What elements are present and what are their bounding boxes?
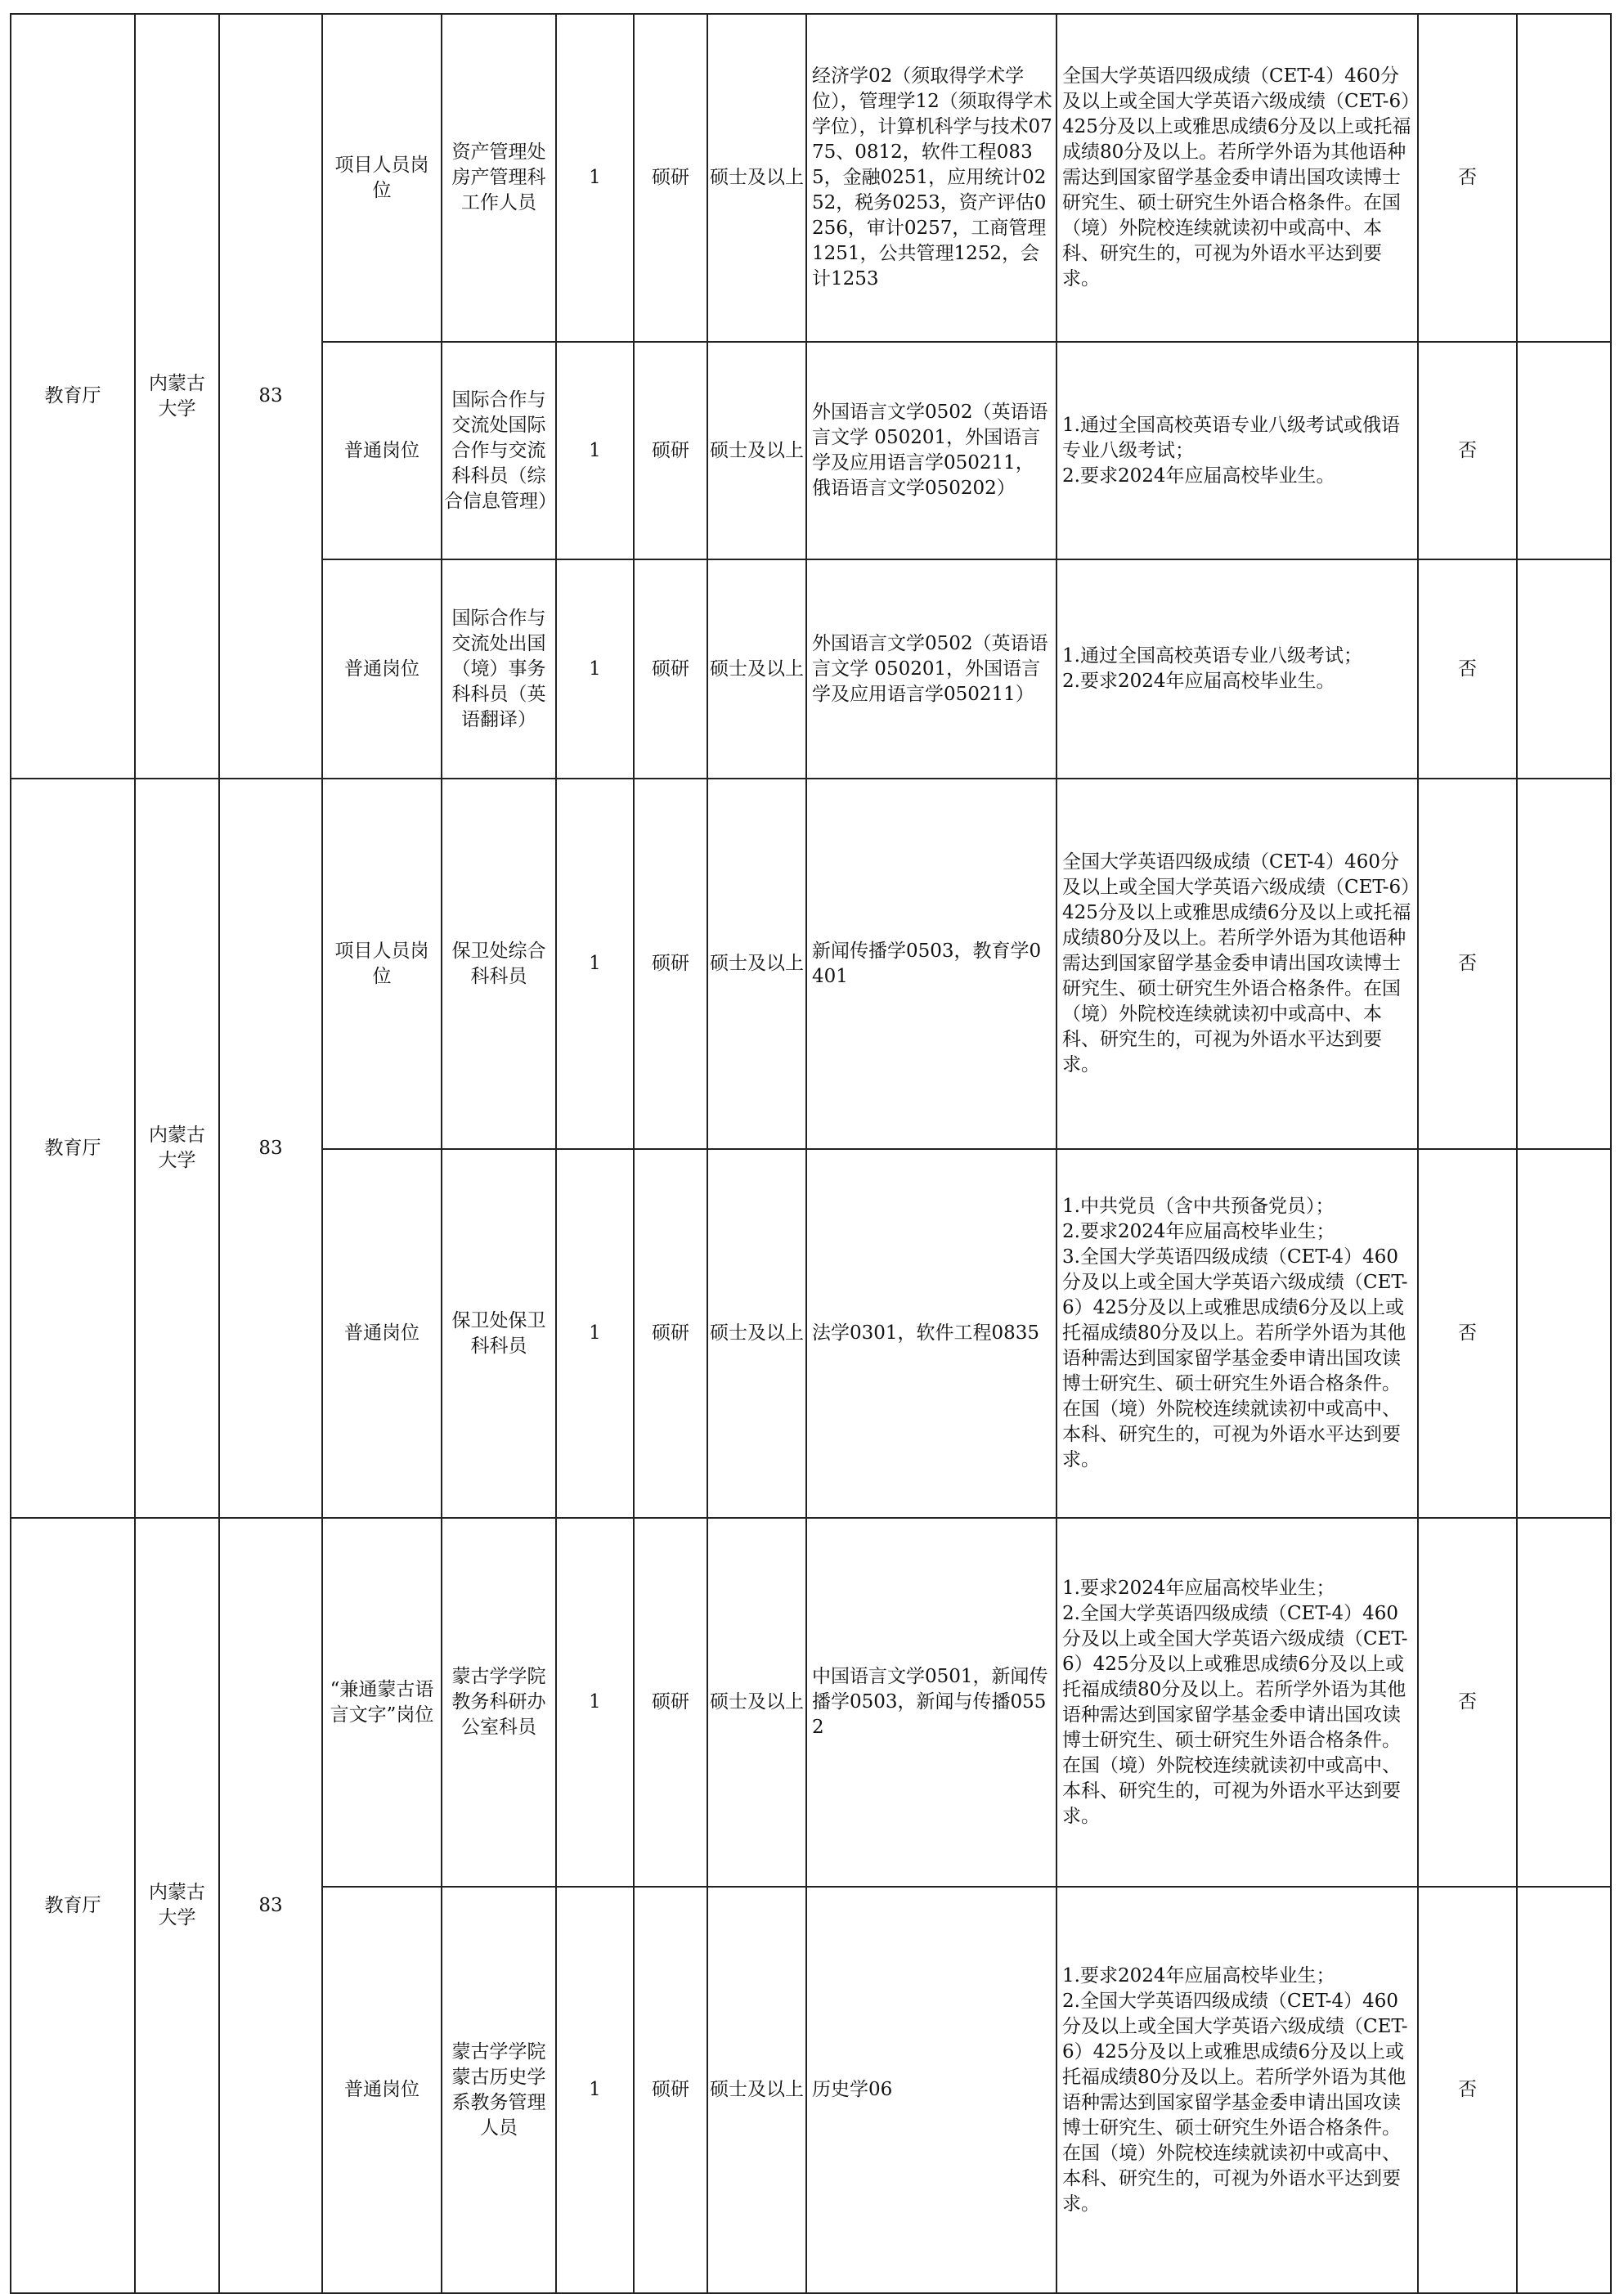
table-row (11, 1518, 1611, 1887)
education-cell: 硕研 (634, 779, 707, 1149)
remarks-cell (1517, 14, 1611, 342)
post-type-cell: 普通岗位 (322, 1887, 442, 2293)
recruitment-table (10, 13, 1612, 2294)
degree-cell: 硕士及以上 (707, 1149, 806, 1518)
count-cell: 1 (556, 559, 634, 779)
major-cell: 新闻传播学0503，教育学0401 (806, 779, 1056, 1149)
table-row (11, 14, 1611, 342)
remarks-cell (1517, 1149, 1611, 1518)
post-type-cell: 项目人员岗位 (322, 14, 442, 342)
dept-cell: 教育厅 (11, 779, 135, 1518)
education-cell: 硕研 (634, 1149, 707, 1518)
degree-cell: 硕士及以上 (707, 779, 806, 1149)
education-cell: 硕研 (634, 14, 707, 342)
post-type-cell: 普通岗位 (322, 342, 442, 559)
code-cell: 83 (219, 14, 322, 779)
major-cell: 法学0301，软件工程0835 (806, 1149, 1056, 1518)
degree-cell: 硕士及以上 (707, 14, 806, 342)
degree-cell: 硕士及以上 (707, 342, 806, 559)
dept-cell: 教育厅 (11, 1518, 135, 2293)
flag-cell: 否 (1418, 1518, 1517, 1887)
dept-cell: 教育厅 (11, 14, 135, 779)
requirements-cell: 1.通过全国高校英语专业八级考试或俄语专业八级考试； 2.要求2024年应届高校毕业生。 (1056, 342, 1418, 559)
count-cell: 1 (556, 779, 634, 1149)
requirements-cell: 1.通过全国高校英语专业八级考试； 2.要求2024年应届高校毕业生。 (1056, 559, 1418, 779)
unit-cell: 内蒙古大学 (135, 1518, 219, 2293)
count-cell: 1 (556, 14, 634, 342)
flag-cell: 否 (1418, 779, 1517, 1149)
major-cell: 经济学02（须取得学术学位），管理学12（须取得学术学位），计算机科学与技术0775、0812，软件工程0835，金融0251，应用统计0252，税务0253，资产评估0256，审计0257，工商管理1251，公共管理1252，会计1253 (806, 14, 1056, 342)
flag-cell: 否 (1418, 1149, 1517, 1518)
position-cell: 蒙古学学院教务科研办公室科员 (442, 1518, 556, 1887)
post-type-cell: 项目人员岗位 (322, 779, 442, 1149)
post-type-cell: 普通岗位 (322, 1149, 442, 1518)
position-cell: 保卫处保卫科科员 (442, 1149, 556, 1518)
position-cell: 保卫处综合科科员 (442, 779, 556, 1149)
requirements-cell: 1.要求2024年应届高校毕业生； 2.全国大学英语四级成绩（CET-4）460分及以上或全国大学英语六级成绩（CET-6）425分及以上或雅思成绩6分及以上或托福成绩80分及以上。若所学外语为其他语种需达到国家留学基金委申请出国攻读博士研究生、硕士研究生外语合格条件。在国（境）外院校连续就读初中或高中、本科、研究生的，可视为外语水平达到要求。 (1056, 1518, 1418, 1887)
degree-cell: 硕士及以上 (707, 1518, 806, 1887)
requirements-cell: 1.要求2024年应届高校毕业生； 2.全国大学英语四级成绩（CET-4）460分及以上或全国大学英语六级成绩（CET-6）425分及以上或雅思成绩6分及以上或托福成绩80分及以上。若所学外语为其他语种需达到国家留学基金委申请出国攻读博士研究生、硕士研究生外语合格条件。在国（境）外院校连续就读初中或高中、本科、研究生的，可视为外语水平达到要求。 (1056, 1887, 1418, 2293)
position-cell: 国际合作与交流处出国（境）事务科科员（英语翻译） (442, 559, 556, 779)
flag-cell: 否 (1418, 559, 1517, 779)
major-cell: 中国语言文学0501，新闻传播学0503，新闻与传播0552 (806, 1518, 1056, 1887)
flag-cell: 否 (1418, 14, 1517, 342)
post-type-cell: 普通岗位 (322, 559, 442, 779)
position-cell: 国际合作与交流处国际合作与交流科科员（综合信息管理） (442, 342, 556, 559)
count-cell: 1 (556, 1149, 634, 1518)
table-row (11, 779, 1611, 1149)
major-cell: 历史学06 (806, 1887, 1056, 2293)
requirements-cell: 1.中共党员（含中共预备党员）； 2.要求2024年应届高校毕业生； 3.全国大学英语四级成绩（CET-4）460分及以上或全国大学英语六级成绩（CET-6）425分及以上或雅思成绩6分及以上或托福成绩80分及以上。若所学外语为其他语种需达到国家留学基金委申请出国攻读博士研究生、硕士研究生外语合格条件。在国（境）外院校连续就读初中或高中、本科、研究生的，可视为外语水平达到要求。 (1056, 1149, 1418, 1518)
remarks-cell (1517, 779, 1611, 1149)
major-cell: 外国语言文学0502（英语语言文学 050201，外国语言学及应用语言学050211，俄语语言文学050202） (806, 342, 1056, 559)
remarks-cell (1517, 559, 1611, 779)
degree-cell: 硕士及以上 (707, 559, 806, 779)
flag-cell: 否 (1418, 1887, 1517, 2293)
post-type-cell: “兼通蒙古语言文字”岗位 (322, 1518, 442, 1887)
remarks-cell (1517, 342, 1611, 559)
education-cell: 硕研 (634, 1887, 707, 2293)
education-cell: 硕研 (634, 559, 707, 779)
code-cell: 83 (219, 1518, 322, 2293)
unit-cell: 内蒙古大学 (135, 14, 219, 779)
education-cell: 硕研 (634, 342, 707, 559)
requirements-cell: 全国大学英语四级成绩（CET-4）460分及以上或全国大学英语六级成绩（CET-6）425分及以上或雅思成绩6分及以上或托福成绩80分及以上。若所学外语为其他语种需达到国家留学基金委申请出国攻读博士研究生、硕士研究生外语合格条件。在国（境）外院校连续就读初中或高中、本科、研究生的，可视为外语水平达到要求。 (1056, 779, 1418, 1149)
degree-cell: 硕士及以上 (707, 1887, 806, 2293)
flag-cell: 否 (1418, 342, 1517, 559)
major-cell: 外国语言文学0502（英语语言文学 050201，外国语言学及应用语言学050211） (806, 559, 1056, 779)
remarks-cell (1517, 1518, 1611, 1887)
position-cell: 资产管理处房产管理科工作人员 (442, 14, 556, 342)
unit-cell: 内蒙古大学 (135, 779, 219, 1518)
remarks-cell (1517, 1887, 1611, 2293)
education-cell: 硕研 (634, 1518, 707, 1887)
code-cell: 83 (219, 779, 322, 1518)
count-cell: 1 (556, 1887, 634, 2293)
count-cell: 1 (556, 1518, 634, 1887)
count-cell: 1 (556, 342, 634, 559)
position-cell: 蒙古学学院蒙古历史学系教务管理人员 (442, 1887, 556, 2293)
requirements-cell: 全国大学英语四级成绩（CET-4）460分及以上或全国大学英语六级成绩（CET-6）425分及以上或雅思成绩6分及以上或托福成绩80分及以上。若所学外语为其他语种需达到国家留学基金委申请出国攻读博士研究生、硕士研究生外语合格条件。在国（境）外院校连续就读初中或高中、本科、研究生的，可视为外语水平达到要求。 (1056, 14, 1418, 342)
